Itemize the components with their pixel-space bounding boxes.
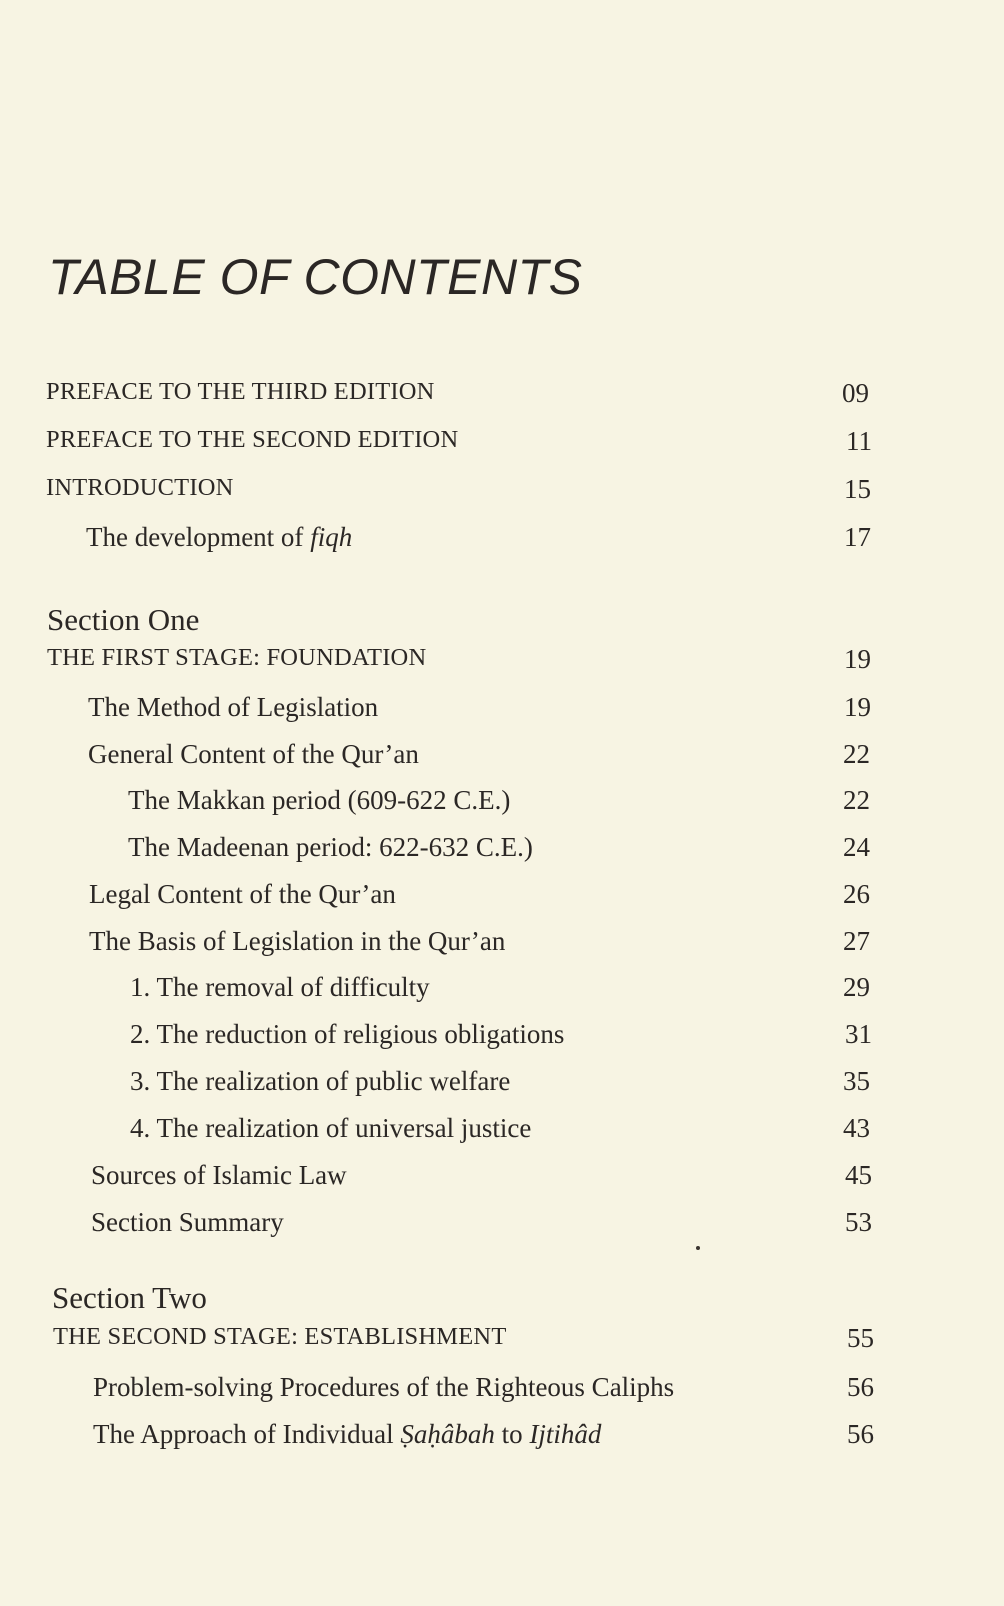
ink-speck xyxy=(696,1246,700,1250)
toc-entry-label: 1. The removal of difficulty xyxy=(130,972,430,1002)
page-title: TABLE OF CONTENTS xyxy=(48,249,583,305)
label-text: The Approach of Individual xyxy=(93,1419,401,1449)
toc-page-number: 19 xyxy=(844,692,871,722)
toc-page-number: 35 xyxy=(843,1066,870,1096)
toc-entry[interactable] xyxy=(0,1160,1004,1200)
toc-page-number: 56 xyxy=(847,1372,874,1402)
toc-entry-label: Problem-solving Procedures of the Righteous Caliphs xyxy=(93,1372,675,1402)
toc-entry[interactable] xyxy=(0,785,1004,825)
toc-entry[interactable] xyxy=(0,1019,1004,1059)
toc-entry[interactable] xyxy=(0,1372,1004,1412)
toc-entry[interactable] xyxy=(0,1419,1004,1459)
toc-entry-label: The Method of Legislation xyxy=(88,692,379,722)
toc-entry[interactable] xyxy=(0,926,1004,966)
label-text: The development of xyxy=(86,522,311,552)
toc-entry-label xyxy=(93,1419,601,1450)
toc-page-number: 26 xyxy=(843,879,870,909)
toc-entry[interactable] xyxy=(0,426,1004,466)
label-italic-text: Ijtihâd xyxy=(529,1419,602,1449)
toc-entry-label: PREFACE TO THE THIRD EDITION xyxy=(46,378,435,405)
toc-page-number: 22 xyxy=(843,739,870,769)
toc-entry-label xyxy=(86,522,352,553)
toc-page-number: 29 xyxy=(843,972,870,1002)
toc-entry[interactable] xyxy=(0,1323,1004,1363)
toc-entry[interactable] xyxy=(0,1207,1004,1247)
toc-entry-label: 3. The realization of public welfare xyxy=(130,1066,511,1096)
toc-entry-label: General Content of the Qur’an xyxy=(88,739,419,769)
toc-entry[interactable] xyxy=(0,378,1004,418)
toc-entry[interactable] xyxy=(0,879,1004,919)
toc-page-number: 24 xyxy=(843,832,870,862)
toc-page-number: 56 xyxy=(847,1419,874,1449)
toc-entry[interactable] xyxy=(0,1066,1004,1106)
toc-entry-label: THE SECOND STAGE: ESTABLISHMENT xyxy=(53,1323,507,1350)
toc-page-number: 31 xyxy=(845,1019,872,1049)
toc-entry[interactable] xyxy=(0,474,1004,514)
toc-entry[interactable] xyxy=(0,1113,1004,1153)
toc-entry[interactable] xyxy=(0,972,1004,1012)
toc-page-number: 53 xyxy=(845,1207,872,1237)
toc-page-number: 09 xyxy=(842,378,869,408)
toc-entry[interactable] xyxy=(0,522,1004,562)
toc-entry-label: The Basis of Legislation in the Qur’an xyxy=(89,926,506,956)
toc-page-number: 22 xyxy=(843,785,870,815)
toc-entry-label: Sources of Islamic Law xyxy=(91,1160,347,1190)
toc-page-number: 27 xyxy=(843,926,870,956)
section-heading: Section Two xyxy=(52,1280,207,1315)
section-heading: Section One xyxy=(47,602,200,637)
toc-entry-label: PREFACE TO THE SECOND EDITION xyxy=(46,426,459,453)
label-italic-text: fiqh xyxy=(310,522,353,552)
toc-entry-label: Section Summary xyxy=(91,1207,284,1237)
toc-page-number: 15 xyxy=(844,474,871,504)
toc-entry-label: THE FIRST STAGE: FOUNDATION xyxy=(47,644,427,671)
toc-page-number: 43 xyxy=(843,1113,870,1143)
toc-entry-label: Legal Content of the Qur’an xyxy=(89,879,396,909)
label-italic-text: Ṣaḥâbah xyxy=(400,1419,495,1449)
toc-entry[interactable] xyxy=(0,739,1004,779)
toc-entry[interactable] xyxy=(0,644,1004,684)
toc-entry-label: The Madeenan period: 622-632 C.E.) xyxy=(128,832,533,862)
label-text: to xyxy=(494,1419,530,1449)
toc-page-number: 19 xyxy=(844,644,871,674)
toc-entry-label: INTRODUCTION xyxy=(46,474,234,501)
toc-entry[interactable] xyxy=(0,832,1004,872)
toc-entry[interactable] xyxy=(0,692,1004,732)
toc-page-number: 11 xyxy=(846,426,872,456)
toc-entry-label: 4. The realization of universal justice xyxy=(130,1113,532,1143)
toc-page-number: 45 xyxy=(845,1160,872,1190)
toc-page-number: 17 xyxy=(844,522,871,552)
toc-page-number: 55 xyxy=(847,1323,874,1353)
toc-entry-label: The Makkan period (609-622 C.E.) xyxy=(128,785,511,815)
toc-entry-label: 2. The reduction of religious obligations xyxy=(130,1019,565,1049)
